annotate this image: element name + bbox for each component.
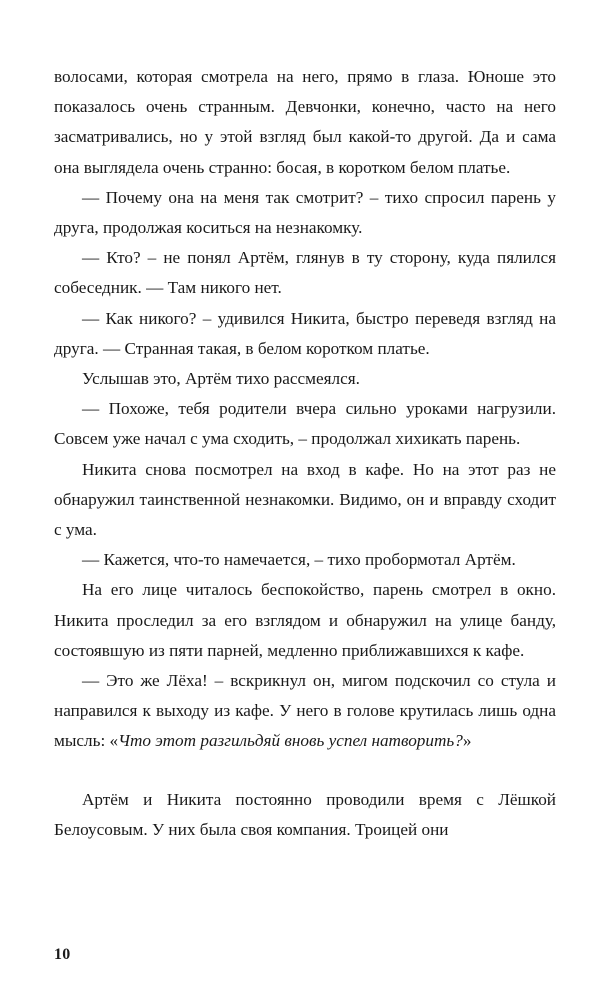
paragraph (54, 304, 556, 364)
paragraph (54, 785, 556, 845)
paragraph (54, 364, 556, 394)
paragraph (54, 62, 556, 183)
italic-quote: Что этот разгильдяй вновь успел натворить? (118, 731, 463, 751)
text-run: — Как никого? – удивился Никита, быстро переведя взгляд на друга. — Странная такая, в белом коротком платье. (54, 308, 556, 358)
text-run: — Похоже, тебя родители вчера сильно уроками нагрузили. Совсем уже начал с ума сходить, – продолжал хихикать парень. (54, 399, 556, 449)
text-run: волосами, которая смотрела на него, прямо в глаза. Юноше это показалось очень странным. Девчонки, конечно, часто на него засматривались, но у этой взгляд был какой-то другой. Да и сама она выглядела очень странно: босая, в коротком белом платье. (54, 67, 556, 177)
page-number: 10 (54, 946, 71, 963)
text-run: — Это же Лёха! – вскрикнул он, мигом подскочил со стула и направился к выходу из кафе. У него в голове крутилась лишь одна мысль: « (54, 671, 556, 751)
paragraph (54, 394, 556, 454)
paragraph (54, 666, 556, 757)
paragraph (54, 183, 556, 243)
text-run: — Кажется, что-то намечается, – тихо пробормотал Артём. (82, 550, 516, 570)
text-run: Артём и Никита постоянно проводили время с Лёшкой Белоусовым. У них была своя компания. Троицей они (54, 789, 556, 839)
paragraph (54, 545, 556, 575)
text-run: » (462, 731, 472, 751)
page-body-text (54, 62, 556, 845)
text-run: Никита снова посмотрел на вход в кафе. Но на этот раз не обнаружил таинственной незнакомки. Видимо, он и вправду сходит с ума. (54, 459, 556, 540)
paragraph (54, 575, 556, 666)
text-run: — Кто? – не понял Артём, глянув в ту сторону, куда пялился собеседник. — Там никого нет. (54, 248, 556, 298)
text-run: На его лице читалось беспокойство, парень смотрел в окно. Никита проследил за его взглядом и обнаружил на улице банду, состоявшую из пяти парней, медленно приближавшихся к кафе. (54, 580, 556, 660)
paragraph (54, 243, 556, 303)
text-run: — Почему она на меня так смотрит? – тихо спросил парень у друга, продолжая коситься на незнакомку. (54, 187, 556, 238)
paragraph (54, 455, 556, 546)
text-run: Услышав это, Артём тихо рассмеялся. (82, 369, 360, 389)
